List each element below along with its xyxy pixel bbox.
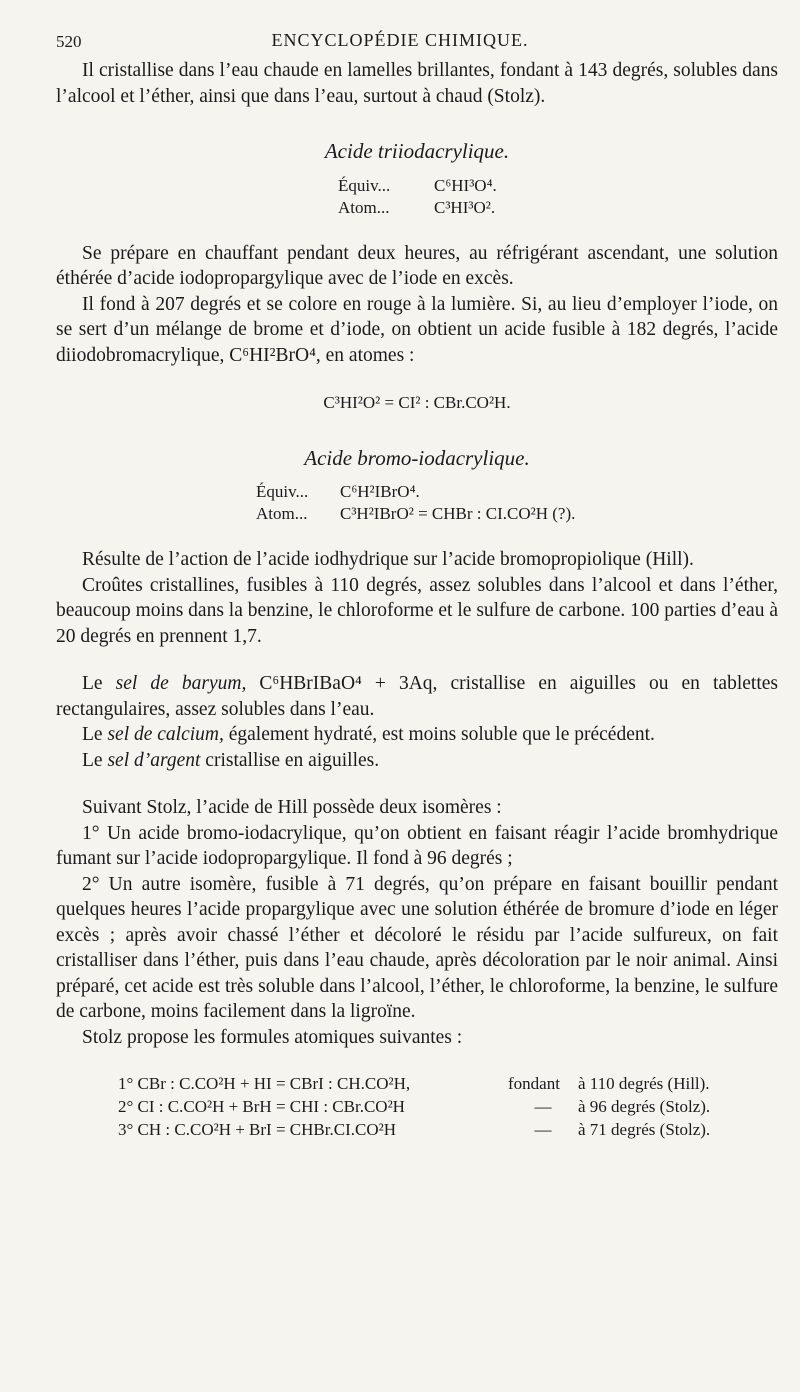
- atom-formula: C³HI³O².: [434, 197, 496, 217]
- paragraph: Résulte de l’action de l’acide iodhydrique sur l’acide bromopropiolique (Hill).: [82, 549, 694, 570]
- section-title-triiodacrylique: Acide triiodacrylique.: [324, 139, 510, 163]
- paragraph: Se prépare en chauffant pendant deux heures, au réfrigérant ascendant, une solution éthérée d’acide iodopropargylique avec de l’iode en excès.: [56, 242, 778, 289]
- formula-line: 3° CH : C.CO²H + BrI = CHBr.CI.CO²H — à 71 degrés (Stolz).: [118, 1120, 711, 1139]
- equiv-label: Équiv...: [338, 175, 391, 195]
- atom-formula: C³H²IBrO² = CHBr : CI.CO²H (?).: [340, 504, 576, 523]
- calcium-salt-paragraph: Le sel de calcium, également hydraté, est moins soluble que le précédent.: [82, 724, 655, 745]
- section-title-bromo-iodacrylique: Acide bromo-iodacrylique.: [304, 445, 530, 470]
- page-number: 520: [56, 32, 82, 51]
- formula-line: 2° CI : C.CO²H + BrH = CHI : CBr.CO²H — à 96 degrés (Stolz).: [118, 1097, 711, 1116]
- term: sel de calcium,: [107, 724, 224, 745]
- formula-line: 1° CBr : C.CO²H + HI = CBrI : CH.CO²H, fondant à 110 degrés (Hill).: [118, 1074, 710, 1093]
- barium-salt-paragraph: Le sel de baryum, C⁶HBrIBaO⁴ + 3Aq, cristallise en aiguilles ou en tablettes rectangulaires, assez solubles dans l’eau.: [56, 673, 778, 720]
- running-header: [0, 28, 800, 54]
- atom-label: Atom...: [256, 504, 308, 523]
- silver-salt-paragraph: Le sel d’argent cristallise en aiguilles.: [82, 749, 380, 771]
- atom-label: Atom...: [338, 197, 390, 217]
- paragraph: Il fond à 207 degrés et se colore en rouge à la lumière. Si, au lieu d’employer l’iode, on se sert d’un mélange de brome et d’iode, on obtient un acide fusible à 182 degrés, l’acide diiodobromacrylique, C⁶HI²BrO⁴, en atomes :: [56, 293, 778, 366]
- formula-block-triiodacrylique: [338, 175, 778, 219]
- equiv-label: Équiv...: [256, 482, 309, 501]
- page-content: [56, 58, 778, 1141]
- equiv-formula: C⁶H²IBrO⁴.: [340, 482, 420, 501]
- equation: C³HI²O² = CI² : CBr.CO²H.: [323, 393, 511, 412]
- paragraph: Stolz propose les formules atomiques suivantes :: [82, 1026, 463, 1048]
- running-title: ENCYCLOPÉDIE CHIMIQUE.: [271, 30, 529, 50]
- formula-block-bromo-iodacrylique: [256, 481, 778, 525]
- equiv-formula: C⁶HI³O⁴.: [434, 175, 497, 195]
- isomer-2-paragraph: 2° Un autre isomère, fusible à 71 degrés, qu’on prépare en faisant bouillir pendant quelques heures l’acide propargylique avec une solution éthérée de bromure d’iode en léger excès ; après avoir chassé l’éther et décoloré le résidu par l’acide sulfureux, on fait cristalliser dans l’éther, puis dans l’eau chaude, après décoloration par le noir animal. Ainsi préparé, cet acide est très soluble dans l’alcool, l’éther, le chloroforme, la benzine, le sulfure de carbone, moins facilement dans la ligroïne.: [56, 873, 778, 1022]
- term: sel de baryum,: [115, 673, 247, 694]
- isomer-1-paragraph: 1° Un acide bromo-iodacrylique, qu’on obtient en faisant réagir l’acide bromhydrique fumant sur l’acide iodopropargylique. Il fond à 96 degrés ;: [56, 822, 778, 869]
- intro-paragraph: Il cristallise dans l’eau chaude en lamelles brillantes, fondant à 143 degrés, solubles dans l’alcool et l’éther, ainsi que dans l’eau, surtout à chaud (Stolz).: [56, 60, 778, 107]
- paragraph: Croûtes cristallines, fusibles à 110 degrés, assez solubles dans l’alcool et dans l’éther, beaucoup moins dans la benzine, le chloroforme et le sulfure de carbone. 100 parties d’eau à 20 degrés en prennent 1,7.: [56, 574, 778, 647]
- paragraph: Suivant Stolz, l’acide de Hill possède deux isomères :: [82, 797, 502, 818]
- term: sel d’argent: [107, 749, 201, 771]
